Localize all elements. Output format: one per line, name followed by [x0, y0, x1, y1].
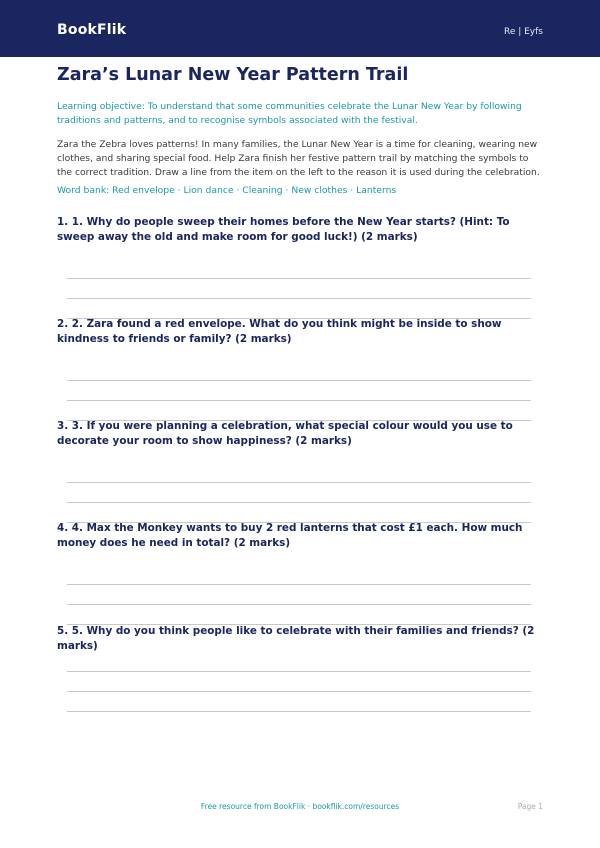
answer-line[interactable]: [67, 711, 531, 712]
answer-line[interactable]: [67, 502, 531, 503]
page-number: Page 1: [517, 802, 543, 811]
answer-line[interactable]: [67, 482, 531, 483]
answer-line[interactable]: [67, 298, 531, 299]
worksheet-title: Zara’s Lunar New Year Pattern Trail: [57, 65, 409, 85]
answer-line[interactable]: [67, 380, 531, 381]
word-bank: Word bank: Red envelope · Lion dance · Cleaning · New clothes · Lanterns: [57, 185, 397, 196]
footer-resource-link[interactable]: Free resource from BookFlik · bookflik.com/resources: [200, 802, 400, 811]
question-1: 1. 1. Why do people sweep their homes before the New Year starts? (Hint: To sweep away the old and make room for good luck!) (2 marks): [57, 216, 510, 243]
answer-line[interactable]: [67, 278, 531, 279]
question-2: 2. 2. Zara found a red envelope. What do you think might be inside to show kindness to friends or family? (2 marks): [57, 318, 502, 345]
answer-line[interactable]: [67, 691, 531, 692]
intro-paragraph: Zara the Zebra loves patterns! In many families, the Lunar New Year is a time for cleaning, wearing new clothes, and sharing special food. Help Zara finish her festive pattern trail by matching the symbols to the correct tradition. Draw a line from the item on the left to the reason it is used during the celebration.: [57, 139, 540, 178]
learning-objective: Learning objective: To understand that some communities celebrate the Lunar New Year by following traditions and patterns, and to recognise symbols associated with the festival.: [57, 101, 522, 126]
header-bar: [0, 0, 600, 57]
question-3: 3. 3. If you were planning a celebration, what special colour would you use to decorate your room to show happiness? (2 marks): [57, 420, 513, 447]
answer-line[interactable]: [67, 671, 531, 672]
answer-line[interactable]: [67, 604, 531, 605]
question-4: 4. 4. Max the Monkey wants to buy 2 red lanterns that cost £1 each. How much money does he need in total? (2 marks): [57, 522, 523, 549]
brand-logo[interactable]: BookFlik: [57, 22, 127, 38]
question-5: 5. 5. Why do you think people like to celebrate with their families and friends? (2 marks): [57, 625, 535, 652]
answer-line[interactable]: [67, 584, 531, 585]
answer-line[interactable]: [67, 400, 531, 401]
subject-meta: Re | Eyfs: [503, 27, 543, 37]
